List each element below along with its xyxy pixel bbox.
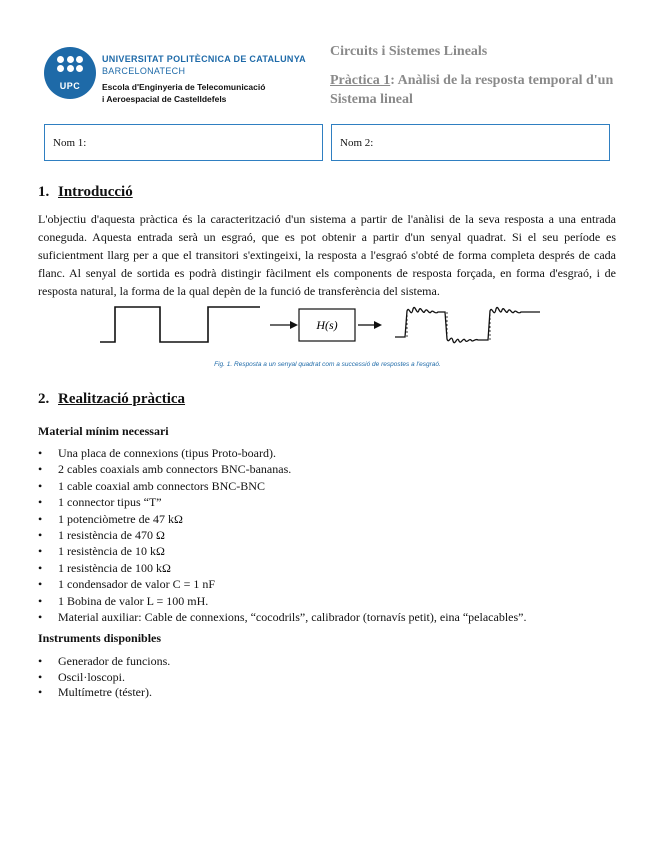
step-response-figure [90,297,570,357]
list-item: • 1 cable coaxial amb connectors BNC-BNC [38,478,526,494]
intro-paragraph: L'objectiu d'aquesta pràctica és la caracterització d'un sistema a partir de l'anàlisi de la seva resposta a una entrada coneguda. Aquesta entrada serà un esgraó, que es pot obtenir a partir d'un senyal quadrat. Si el seu període es suficientment llarg per a que el transitori s'extingeixi, la resposta a l'esgraó s'obté de forma completa després de cada flanc. Al senyal de sortida es podrà distingir fàcilment els components de resposta forçada, en forma d'esgraó, i de resposta natural, la forma de la qual depèn de la funció de transferència del sistema. [38,212,616,298]
list-item: • Una placa de connexions (tipus Proto-board). [38,445,526,461]
figure-caption: Fig. 1. Resposta a un senyal quadrat com a successió de respostes a l'esgraó. [214,361,441,368]
list-item: • Oscil·loscopi. [38,670,170,686]
school-name-line1: Escola d'Enginyeria de Telecomunicació [102,82,266,92]
list-item: • 1 resistència de 470 Ω [38,527,526,543]
arrow-in-head [290,321,298,329]
practice-label: Pràctica 1 [330,73,391,88]
square-wave-input [100,307,260,342]
section-2-heading [38,391,185,408]
section-1-heading [38,184,133,201]
list-item: • 1 condensador de valor C = 1 nF [38,576,526,592]
output-response-dashes [407,311,490,340]
school-name-line2: i Aeroespacial de Castelldefels [102,94,227,104]
section-2-number: 2. [38,391,50,407]
list-item: • 1 potenciòmetre de 47 kΩ [38,511,526,527]
university-subname: BARCELONATECH [102,66,186,76]
list-item: • 2 cables coaxials amb connectors BNC-bananas. [38,461,526,477]
practice-title [330,71,630,109]
course-title: Circuits i Sistemes Lineals [330,44,488,59]
list-item: • 1 Bobina de valor L = 100 mH. [38,593,526,609]
list-item: • 1 connector tipus “T” [38,494,526,510]
instruments-list [38,654,170,701]
materials-heading: Material mínim necessari [38,424,169,438]
name2-label: Nom 2: [340,137,374,149]
section-1-number: 1. [38,184,50,200]
university-name: UNIVERSITAT POLITÈCNICA DE CATALUNYA [102,54,306,64]
practice-subtitle: : Anàlisi de la resposta temporal d'un Sistema lineal [330,73,614,107]
list-item: • Generador de funcions. [38,654,170,670]
section-1-title: Introducció [58,184,133,200]
name2-field[interactable] [331,124,610,161]
name1-field[interactable] [44,124,323,161]
list-item: • 1 resistència de 100 kΩ [38,560,526,576]
transfer-function-label: H(s) [316,318,338,332]
list-item: • 1 resistència de 10 kΩ [38,543,526,559]
list-item: • Material auxiliar: Cable de connexions, “cocodrils”, calibrador (tornavís petit), eina “pelacables”. [38,609,526,625]
instruments-heading: Instruments disponibles [38,631,162,645]
section-2-title: Realització pràctica [58,391,186,407]
upc-logo [44,47,96,99]
materials-list [38,445,526,625]
name1-label: Nom 1: [53,137,87,149]
output-response-wave [395,307,540,342]
logo-text: UPC [59,81,81,91]
arrow-out-head [374,321,382,329]
list-item: • Multímetre (téster). [38,685,170,701]
